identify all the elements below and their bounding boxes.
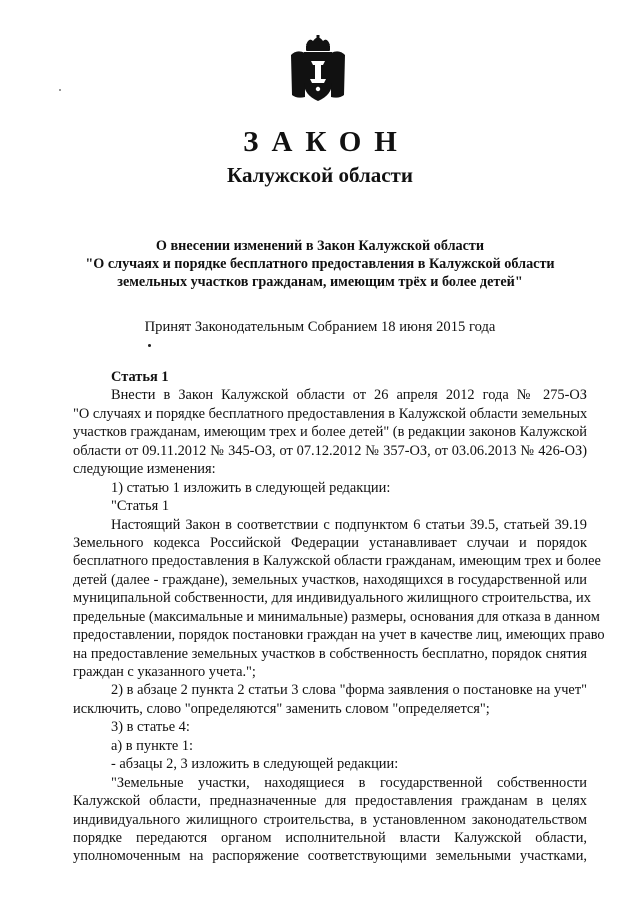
body-text-line: "Земельные участки, находящиеся в государственной собственности: [111, 774, 587, 791]
scan-speck: [59, 89, 61, 91]
body-text-line: бесплатного предоставления в Калужской области гражданам, имеющим трех и более: [73, 553, 601, 570]
body-text-line: 2) в абзаце 2 пункта 2 статьи 3 слова "форма заявления о постановке на учет": [111, 682, 587, 699]
body-text-line: Настоящий Закон в соответствии с подпунктом 6 статьи 39.5, статьей 39.19: [111, 516, 587, 533]
body-text-line: - абзацы 2, 3 изложить в следующей редакции:: [111, 756, 399, 773]
body-text-line: предоставлении, порядок постановки граждан на учет в качестве лиц, имеющих право: [73, 627, 605, 644]
body-text-line: "Статья 1: [111, 498, 170, 515]
article-heading: Статья 1: [111, 369, 169, 385]
subject-line: "О случаях и порядке бесплатного предоставления в Калужской области: [85, 256, 555, 272]
subject-line: земельных участков гражданам, имеющим трёх и более детей": [117, 274, 523, 290]
body-text-line: Земельного кодекса Российской Федерации устанавливает случаи и порядок: [73, 534, 587, 551]
region-title: Калужской области: [227, 163, 413, 187]
body-text-line: 3) в статье 4:: [111, 719, 190, 736]
body-text-line: области от 09.11.2012 № 345-ОЗ, от 07.12.2012 № 357-ОЗ, от 03.06.2013 № 426-ОЗ): [73, 442, 587, 459]
body-text-line: исключить, слово "определяются" заменить словом "определяется";: [73, 700, 490, 717]
subject-line: О внесении изменений в Закон Калужской области: [155, 238, 485, 254]
coat-of-arms-emblem: [289, 35, 347, 103]
body-text-line: уполномоченным на распоряжение соответствующими земельными участками,: [73, 848, 587, 865]
body-text-line: следующие изменения:: [73, 461, 216, 478]
law-subject-heading: [60, 237, 580, 291]
law-body-text: [73, 368, 605, 866]
body-text-line: граждан с указанного учета.";: [73, 664, 256, 680]
document-type-title: ЗАКОН: [243, 126, 410, 158]
body-text-line: на предоставление земельных участков в собственность бесплатно, порядок снятия: [73, 645, 587, 662]
body-text-line: Калужской области, предназначенные для предоставления гражданам в целях: [73, 793, 587, 810]
body-text-line: "О случаях и порядке бесплатного предоставления в Калужской области земельных: [73, 405, 588, 422]
body-text-line: детей (далее - граждане), земельных участков, находящихся в государственной или: [73, 571, 587, 588]
body-text-line: порядке передаются органом исполнительной власти Калужской области,: [73, 829, 587, 846]
scan-dot: [148, 344, 151, 347]
adoption-statement: Принят Законодательным Собранием 18 июня 2015 года: [144, 319, 496, 335]
body-text-line: Внести в Закон Калужской области от 26 апреля 2012 года № 275-ОЗ: [111, 387, 587, 404]
body-text-line: 1) статью 1 изложить в следующей редакции:: [111, 479, 391, 496]
body-text-line: участков гражданам, имеющим трех и более детей" (в редакции законов Калужской: [73, 424, 587, 441]
body-text-line: предельные (максимальные и минимальные) размеры, основания для отказа в данном: [73, 608, 600, 625]
body-text-line: муниципальной собственности, для индивидуального жилищного строительства, их: [73, 590, 591, 607]
body-text-line: индивидуального жилищного строительства, в установленном законодательством: [73, 811, 587, 828]
body-text-line: а) в пункте 1:: [111, 737, 194, 754]
